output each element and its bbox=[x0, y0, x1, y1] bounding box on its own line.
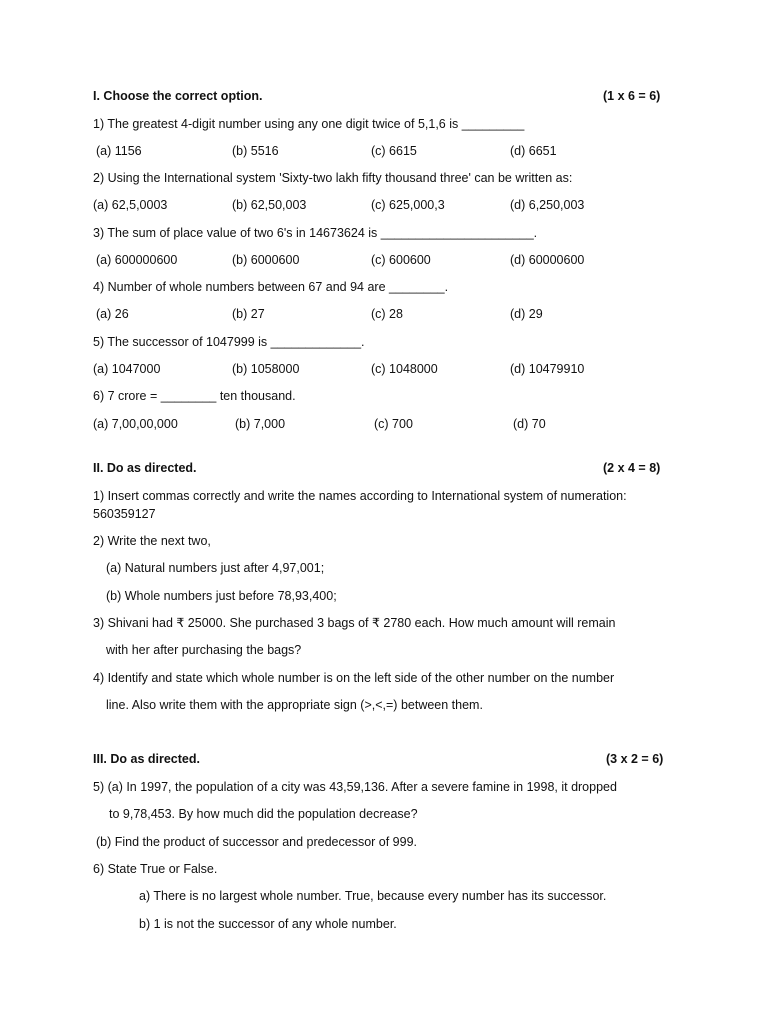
s2-line: 4) Identify and state which whole number is on the left side of the other number on the number bbox=[93, 671, 615, 685]
option-c: (c) 6615 bbox=[371, 144, 417, 158]
s3-line: 6) State True or False. bbox=[93, 862, 218, 876]
s2-line: (a) Natural numbers just after 4,97,001; bbox=[106, 561, 325, 575]
s3-line: to 9,78,453. By how much did the population decrease? bbox=[109, 807, 418, 821]
option-c: (c) 1048000 bbox=[371, 362, 438, 376]
option-a: (a) 26 bbox=[96, 307, 129, 321]
section-1-title: I. Choose the correct option. bbox=[93, 89, 263, 103]
option-c: (c) 28 bbox=[371, 307, 403, 321]
option-d: (d) 10479910 bbox=[510, 362, 585, 376]
s2-line: 2) Write the next two, bbox=[93, 534, 211, 548]
option-d: (d) 29 bbox=[510, 307, 543, 321]
option-b: (b) 5516 bbox=[232, 144, 279, 158]
option-d: (d) 60000600 bbox=[510, 253, 585, 267]
question-2: 2) Using the International system 'Sixty-two lakh fifty thousand three' can be written as: bbox=[93, 171, 573, 185]
section-1-marks: (1 x 6 = 6) bbox=[603, 89, 661, 103]
option-d: (d) 6,250,003 bbox=[510, 198, 585, 212]
option-a: (a) 1047000 bbox=[93, 362, 161, 376]
option-b: (b) 27 bbox=[232, 307, 265, 321]
option-a: (a) 62,5,0003 bbox=[93, 198, 168, 212]
s2-line: (b) Whole numbers just before 78,93,400; bbox=[106, 589, 337, 603]
option-b: (b) 6000600 bbox=[232, 253, 300, 267]
question-6: 6) 7 crore = ________ ten thousand. bbox=[93, 389, 296, 403]
option-d: (d) 70 bbox=[513, 417, 546, 431]
question-5: 5) The successor of 1047999 is _____________. bbox=[93, 335, 365, 349]
section-3-title: III. Do as directed. bbox=[93, 752, 200, 766]
option-a: (a) 1156 bbox=[96, 144, 142, 158]
s2-line: 3) Shivani had ₹ 25000. She purchased 3 bags of ₹ 2780 each. How much amount will remain bbox=[93, 616, 616, 630]
question-3: 3) The sum of place value of two 6's in 14673624 is ______________________. bbox=[93, 226, 538, 240]
section-2-title: II. Do as directed. bbox=[93, 461, 197, 475]
option-b: (b) 62,50,003 bbox=[232, 198, 307, 212]
option-d: (d) 6651 bbox=[510, 144, 557, 158]
s3-line: b) 1 is not the successor of any whole number. bbox=[139, 917, 397, 931]
s3-line: a) There is no largest whole number. True, because every number has its successor. bbox=[139, 889, 607, 903]
option-b: (b) 1058000 bbox=[232, 362, 300, 376]
section-3-marks: (3 x 2 = 6) bbox=[606, 752, 664, 766]
option-a: (a) 7,00,00,000 bbox=[93, 417, 178, 431]
s3-line: (b) Find the product of successor and predecessor of 999. bbox=[96, 835, 418, 849]
option-c: (c) 700 bbox=[374, 417, 413, 431]
s2-line: 560359127 bbox=[93, 507, 156, 521]
s2-line: with her after purchasing the bags? bbox=[106, 643, 302, 657]
s3-line: 5) (a) In 1997, the population of a city was 43,59,136. After a severe famine in 1998, it dropped bbox=[93, 780, 617, 794]
option-c: (c) 600600 bbox=[371, 253, 431, 267]
question-4: 4) Number of whole numbers between 67 and 94 are ________. bbox=[93, 280, 449, 294]
option-b: (b) 7,000 bbox=[235, 417, 286, 431]
option-c: (c) 625,000,3 bbox=[371, 198, 445, 212]
question-1: 1) The greatest 4-digit number using any one digit twice of 5,1,6 is _________ bbox=[93, 117, 525, 131]
section-2-marks: (2 x 4 = 8) bbox=[603, 461, 661, 475]
s2-line: line. Also write them with the appropriate sign (>,<,=) between them. bbox=[106, 698, 483, 712]
s2-line: 1) Insert commas correctly and write the names according to International system of numeration: bbox=[93, 489, 627, 503]
option-a: (a) 600000600 bbox=[96, 253, 178, 267]
